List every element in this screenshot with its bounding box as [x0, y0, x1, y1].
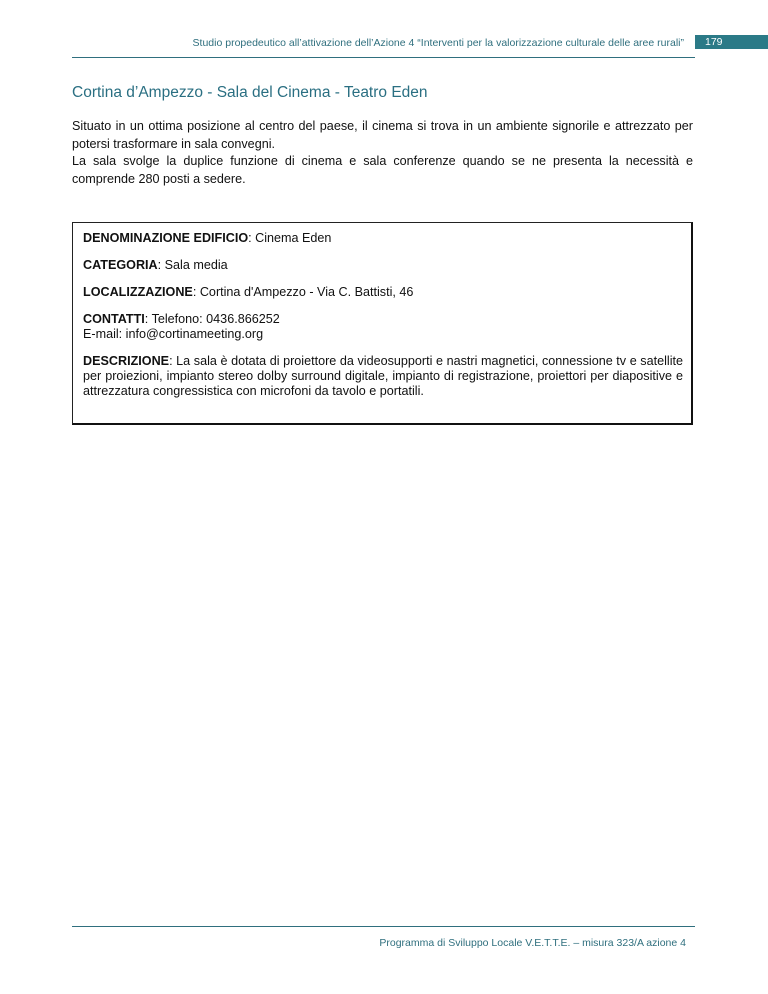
footer-text: Programma di Sviluppo Locale V.E.T.T.E. – misura 323/A azione 4 — [379, 937, 686, 949]
intro-text — [72, 118, 693, 188]
building-info-box — [72, 222, 693, 425]
contacts-phone: : Telefono: 0436.866252 — [144, 312, 280, 326]
running-header: Studio propedeutico all’attivazione dell’Azione 4 “Interventi per la valorizzazione culturale delle aree rurali” — [192, 37, 684, 49]
location-field — [83, 285, 683, 300]
description-label: DESCRIZIONE — [83, 354, 170, 368]
contacts-field — [83, 312, 683, 342]
location-label: LOCALIZZAZIONE — [83, 285, 193, 299]
building-name-field — [83, 231, 683, 246]
page-number-badge: 179 — [695, 35, 768, 49]
footer-divider — [72, 926, 695, 927]
contacts-email: E-mail: info@cortinameeting.org — [83, 327, 264, 341]
location-value: : Cortina d'Ampezzo - Via C. Battisti, 46 — [192, 285, 414, 299]
building-name-label: DENOMINAZIONE EDIFICIO — [83, 231, 249, 245]
contacts-label: CONTATTI — [83, 312, 145, 326]
description-value: : La sala è dotata di proiettore da videosupporti e nastri magnetici, connessione tv e satellite per proiezioni, impianto stereo dolby surround digitale, impianto di registrazione, proiettori per diapositive e attrezzatura congressistica con microfoni da tavolo e portatili. — [83, 354, 683, 398]
header-divider — [72, 57, 695, 58]
section-title: Cortina d’Ampezzo - Sala del Cinema - Teatro Eden — [72, 84, 428, 101]
category-field — [83, 258, 683, 273]
building-name-value: : Cinema Eden — [248, 231, 332, 245]
description-field — [83, 354, 683, 399]
category-value: : Sala media — [157, 258, 228, 272]
category-label: CATEGORIA — [83, 258, 158, 272]
intro-paragraph-1: Situato in un ottima posizione al centro del paese, il cinema si trova in un ambiente signorile e attrezzato per potersi trasformare in sala convegni. — [72, 119, 693, 151]
intro-paragraph-2: La sala svolge la duplice funzione di cinema e sala conferenze quando se ne presenta la necessità e comprende 280 posti a sedere. — [72, 154, 693, 186]
